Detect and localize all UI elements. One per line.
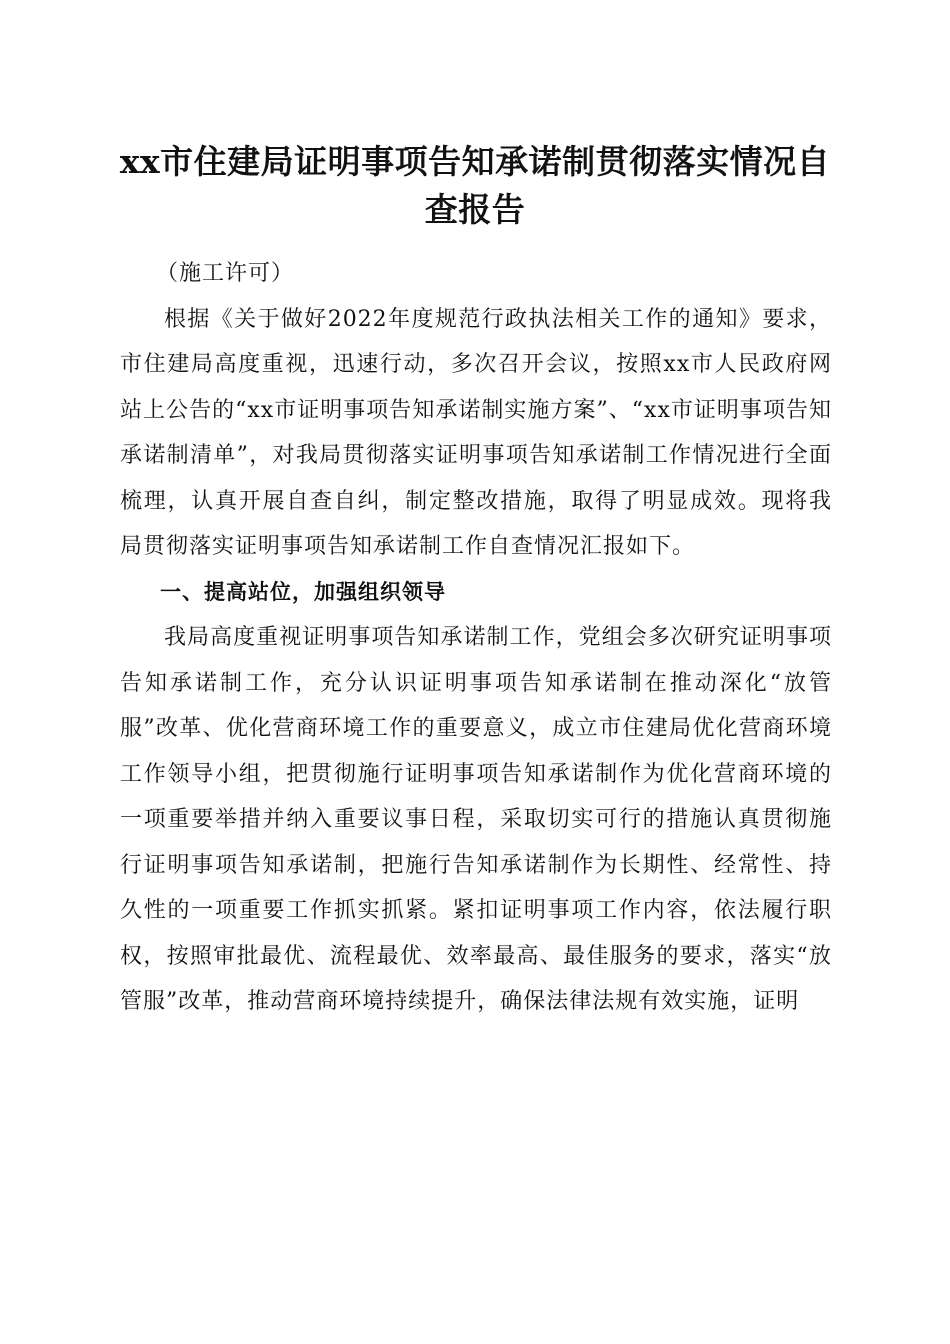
document-title: xx市住建局证明事项告知承诺制贯彻落实情况自查报告 — [119, 142, 831, 229]
document-body — [120, 251, 832, 1025]
section-heading-1: 一、提高站位，加强组织领导 — [160, 579, 446, 604]
intro-paragraph: 根据《关于做好2022年度规范行政执法相关工作的通知》要求，市住建局高度重视，迅速行动，多次召开会议，按照xx市人民政府网站上公告的“xx市证明事项告知承诺制实施方案”、“xx市证明事项告知承诺制清单”，对我局贯彻落实证明事项告知承诺制工作情况进行全面梳理，认真开展自查自纠，制定整改措施，取得了明显成效。现将我局贯彻落实证明事项告知承诺制工作自查情况汇报如下。 — [120, 306, 832, 559]
subtitle-note: （施工许可） — [156, 261, 295, 286]
section-1-paragraph: 我局高度重视证明事项告知承诺制工作，党组会多次研究证明事项告知承诺制工作，充分认识证明事项告知承诺制在推动深化“放管服”改革、优化营商环境工作的重要意义，成立市住建局优化营商环境工作领导小组，把贯彻施行证明事项告知承诺制作为优化营商环境的一项重要举措并纳入重要议事日程，采取切实可行的措施认真贯彻施行证明事项告知承诺制，把施行告知承诺制作为长期性、经常性、持久性的一项重要工作抓实抓紧。紧扣证明事项工作内容，依法履行职权，按照审批最优、流程最优、效率最高、最佳服务的要求，落实“放管服”改革，推动营商环境持续提升，确保法律法规有效实施，证明 — [120, 625, 832, 1014]
